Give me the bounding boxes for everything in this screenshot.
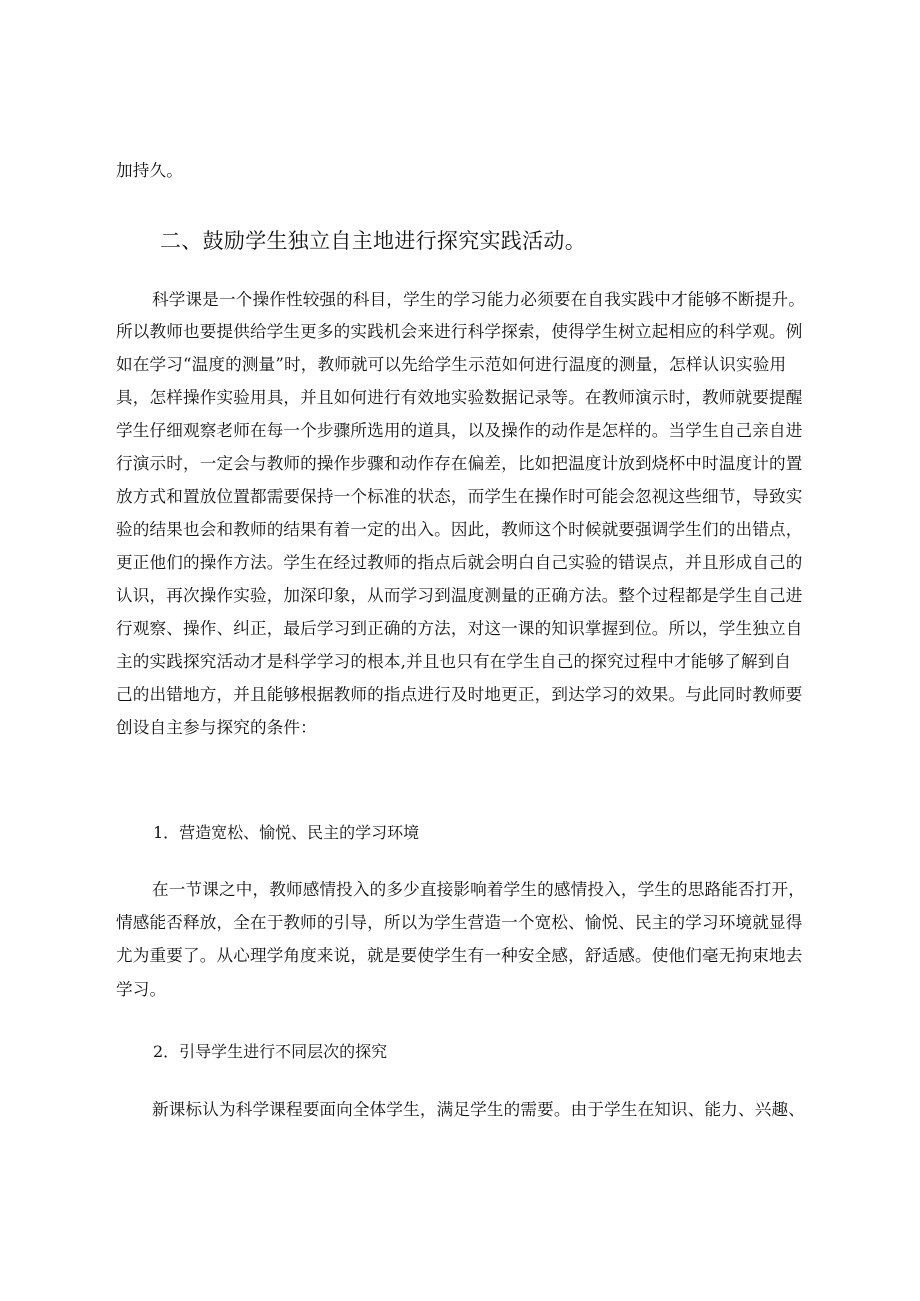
paragraph-line: 尤为重要了。从心理学角度来说，就是要使学生有一种安全感，舒适感。使他们毫无拘束地去 [116,946,803,965]
paragraph-line: 如在学习“温度的测量”时，教师就可以先给学生示范如何进行温度的测量，怎样认识实验用 [116,355,787,374]
paragraph-line: 己的出错地方，并且能够根据教师的指点进行及时地更正，到达学习的效果。与此同时教师要 [116,685,803,704]
paragraph-line: 情感能否释放，全在于教师的引导，所以为学生营造一个宽松、愉悦、民主的学习环境就显得 [116,913,803,932]
subheading-1: 1．营造宽松、愉悦、民主的学习环境 [153,823,420,842]
paragraph-line: 主的实践探究活动才是科学学习的根本,并且也只有在学生自己的探究过程中才能够了解到自 [116,652,792,671]
paragraph-line: 认识，再次操作实验，加深印象，从而学习到温度测量的正确方法。整个过程都是学生自己进 [116,586,803,605]
paragraph-line: 行观察、操作、纠正，最后学习到正确的方法，对这一课的知识掌握到位。所以，学生独立自 [116,619,803,638]
paragraph-line: 创设自主参与探究的条件： [116,718,317,737]
paragraph-line: 学生仔细观察老师在每一个步骤所选用的道具，以及操作的动作是怎样的。当学生自己亲自进 [116,421,803,440]
subheading-2: 2．引导学生进行不同层次的探究 [153,1042,388,1061]
paragraph-line: 科学课是一个操作性较强的科目，学生的学习能力必须要在自我实践中才能够不断提升。 [152,290,806,309]
paragraph-line: 验的结果也会和教师的结果有着一定的出入。因此，教师这个时候就要强调学生们的出错点， [116,520,803,539]
paragraph-line: 放方式和置放位置都需要保持一个标准的状态，而学生在操作时可能会忽视这些细节，导致实 [116,487,803,506]
fragment-line: 加持久。 [116,161,183,180]
paragraph-line: 行演示时，一定会与教师的操作步骤和动作存在偏差，比如把温度计放到烧杯中时温度计的置 [116,454,803,473]
paragraph-line: 具，怎样操作实验用具，并且如何进行有效地实验数据记录等。在教师演示时，教师就要提醒 [116,388,803,407]
paragraph-line: 在一节课之中，教师感情投入的多少直接影响着学生的感情投入，学生的思路能否打开， [152,880,806,899]
paragraph-line: 学习。 [116,980,167,999]
paragraph-line: 更正他们的操作方法。学生在经过教师的指点后就会明白自己实验的错误点，并且形成自己的 [116,553,803,572]
paragraph-line: 新课标认为科学课程要面向全体学生，满足学生的需要。由于学生在知识、能力、兴趣、 [152,1100,806,1119]
paragraph-line: 所以教师也要提供给学生更多的实践机会来进行科学探索，使得学生树立起相应的科学观。例 [116,322,803,341]
section-heading: 二、鼓励学生独立自主地进行探究实践活动。 [160,229,586,253]
